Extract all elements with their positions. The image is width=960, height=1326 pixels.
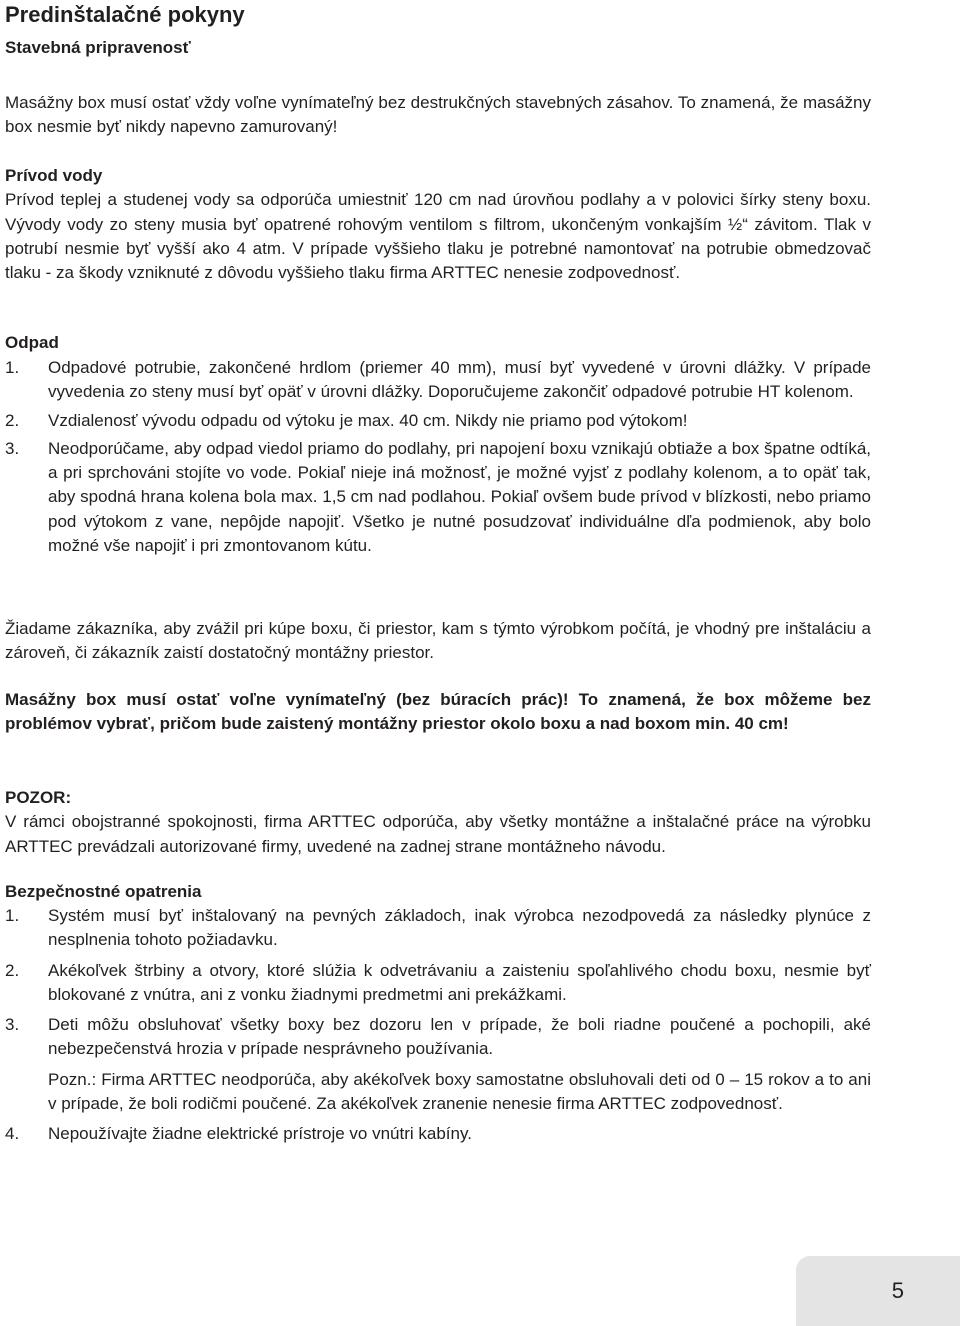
pozor-text: V rámci obojstranné spokojnosti, firma ARTTEC odporúča, aby všetky montážne a inštalačné práce na výrobku ARTTEC prevádzali autorizované firmy, uvedené na zadnej strane montážneho návodu.	[5, 812, 871, 856]
drain-item: 3. Neodporúčame, aby odpad viedol priamo do podlahy, pri napojení boxu vznikajú obtiaže a box špatne odtíká, a pri sprchováni stojíte vo vode. Pokiaľ nieje iná možnosť, je možné vyjsť z podlahy kolenom, a to opäť tak, aby spodná hrana kolena bola max. 1,5 cm nad podlahou. Pokiaľ ovšem bude prívod v blízkosti, nebo priamo pod výtokom z vane, nepôjde napojiť. Všetko je nutné posudzovať individuálne dľa podmienok, aby bolo možné vše napojiť i pri zmontovanom kútu.	[5, 438, 871, 556]
water-heading: Prívod vody	[5, 166, 103, 185]
customer-paragraph: Žiadame zákazníka, aby zvážil pri kúpe boxu, či priestor, kam s týmto výrobkom počítá, je vhodný pre inštaláciu a zároveň, či zákazník zaistí dostatočný montážny priestor.	[5, 619, 871, 663]
drain-item: 2. Vzdialenosť vývodu odpadu od výtoku je max. 40 cm. Nikdy nie priamo pod výtokom!	[5, 410, 688, 430]
water-section	[5, 164, 871, 285]
safety-note: Pozn.: Firma ARTTEC neodporúča, aby akékoľvek boxy samostatne obsluhovali deti od 0 – 15 rokov a to ani v prípade, že boli rodičmi poučené. Za akékoľvek zranenie nenesie firma ARTTEC zodpovednosť.	[48, 1069, 871, 1114]
warning-paragraph: Masážny box musí ostať voľne vynímateľný (bez búracích prác)! To znamená, že box môžeme bez problémov vybrať, pričom bude zaistený montážny priestor okolo boxu a nad boxom min. 40 cm!	[5, 690, 871, 734]
drain-list	[5, 356, 871, 558]
water-text: Prívod teplej a studenej vody sa odporúča umiestniť 120 cm nad úrovňou podlahy a v polovici šírky steny boxu. Vývody vody zo steny musia byť opatrené rohovým ventilom s filtrom, ukončeným vonkajším ½“ závitom. Tlak v potrubí nesmie byť vyšší ako 4 atm. V prípade vyššieho tlaku je potrebné namontovať na potrubie obmedzovač tlaku - za škody vzniknuté z dôvodu vyššieho tlaku firma ARTTEC nenesie zodpovednosť.	[5, 190, 871, 283]
page-number-tab	[796, 1256, 960, 1326]
section-subtitle: Stavebná pripravenosť	[5, 38, 191, 57]
pozor-section	[5, 786, 871, 859]
pozor-heading: POZOR:	[5, 788, 72, 807]
intro-paragraph: Masážny box musí ostať vždy voľne vynímateľný bez destrukčných stavebných zásahov. To znamená, že masážny box nesmie byť nikdy napevno zamurovaný!	[5, 93, 871, 137]
safety-item: 4. Nepoužívajte žiadne elektrické prístroje vo vnútri kabíny.	[5, 1124, 472, 1144]
page-number: 5	[891, 1278, 904, 1303]
safety-item: 3. Deti môžu obsluhovať všetky boxy bez dozoru len v prípade, že boli riadne poučené a pochopili, aké nebezpečenstvá hrozia v prípade nesprávneho používania.	[5, 1015, 871, 1059]
page-title: Predinštalačné pokyny	[5, 2, 245, 27]
safety-item: 2. Akékoľvek štrbiny a otvory, ktoré slúžia k odvetrávaniu a zaisteniu spoľahlivého chodu boxu, nesmie byť blokované z vnútra, ani z vonku žiadnymi predmetmi ani prekážkami.	[5, 960, 871, 1004]
drain-item: 1. Odpadové potrubie, zakončené hrdlom (priemer 40 mm), musí byť vyvedené v úrovni dlážky. V prípade vyvedenia zo steny musí byť opäť v úrovni dlážky. Doporučujeme zakončiť odpadové potrubie HT kolenom.	[5, 358, 871, 402]
drain-heading: Odpad	[5, 333, 59, 352]
safety-list	[5, 904, 871, 1147]
safety-heading: Bezpečnostné opatrenia	[5, 882, 202, 901]
safety-item: 1. Systém musí byť inštalovaný na pevných základoch, inak výrobca nezodpovedá za následky plynúce z nesplnenia tohoto požiadavku.	[5, 906, 871, 950]
